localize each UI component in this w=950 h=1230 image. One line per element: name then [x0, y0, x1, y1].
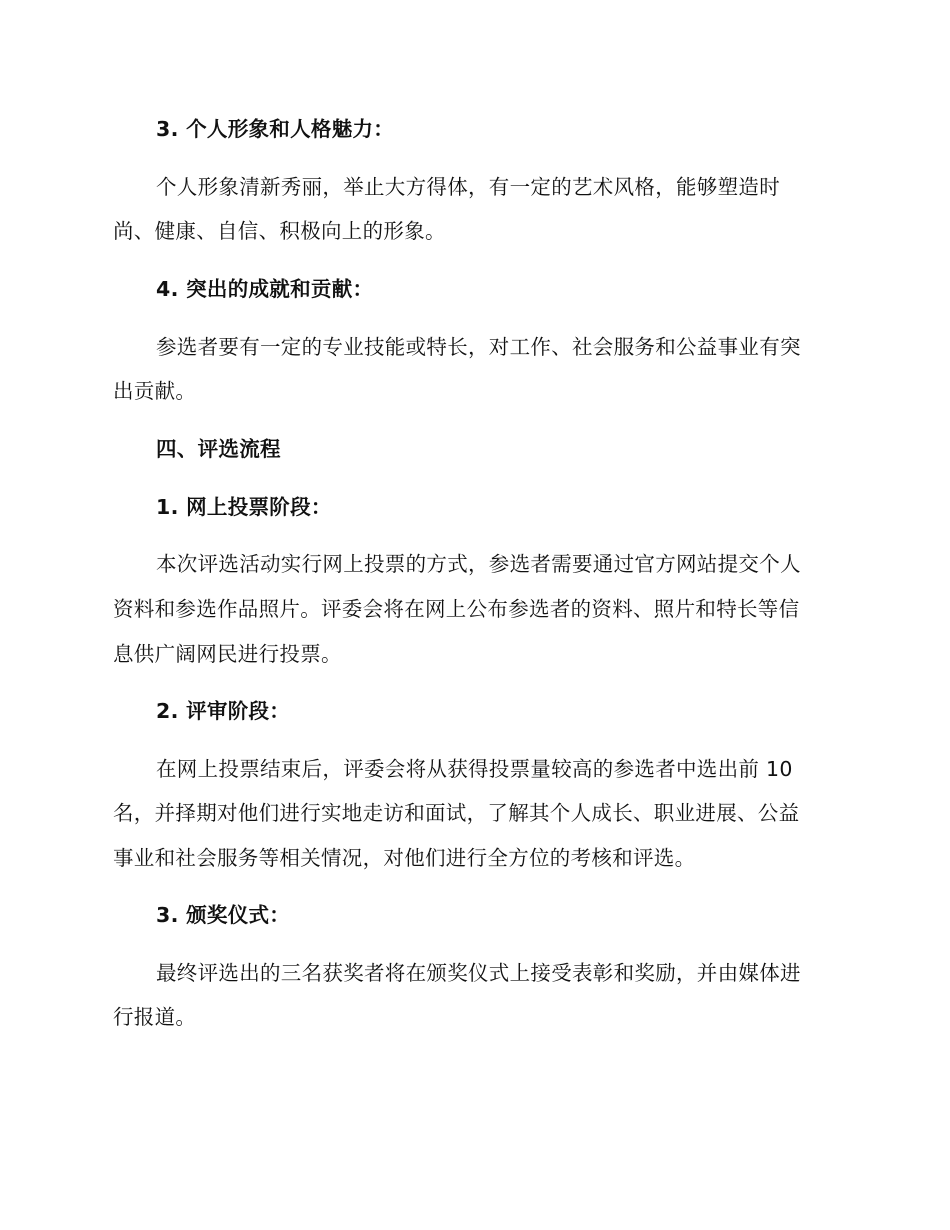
paragraph-line: 个人形象清新秀丽，举止大方得体，有一定的艺术风格，能够塑造时	[156, 175, 780, 199]
paragraph-line: 本次评选活动实行网上投票的方式，参选者需要通过官方网站提交个人	[156, 552, 801, 576]
paragraph-line: 最终评选出的三名获奖者将在颁奖仪式上接受表彰和奖励，并由媒体进	[156, 961, 801, 985]
chapter-heading-selection-process: 四、评选流程	[156, 437, 281, 461]
paragraph-line: 资料和参选作品照片。评委会将在网上公布参选者的资料、照片和特长等信	[113, 597, 800, 621]
paragraph-line: 尚、健康、自信、积极向上的形象。	[113, 219, 446, 243]
paragraph-line: 事业和社会服务等相关情况，对他们进行全方位的考核和评选。	[113, 846, 696, 870]
paragraph-line: 息供广阔网民进行投票。	[113, 642, 342, 666]
paragraph-line: 在网上投票结束后，评委会将从获得投票量较高的参选者中选出前 10	[156, 757, 793, 781]
paragraph-line: 行报道。	[113, 1005, 197, 1029]
step-heading-review: 2. 评审阶段：	[156, 699, 291, 723]
paragraph-line: 出贡献。	[113, 379, 197, 403]
section-heading-personal-image: 3. 个人形象和人格魅力：	[156, 117, 395, 141]
paragraph-line: 参选者要有一定的专业技能或特长，对工作、社会服务和公益事业有突	[156, 335, 801, 359]
section-heading-achievements: 4. 突出的成就和贡献：	[156, 277, 374, 301]
step-heading-online-voting: 1. 网上投票阶段：	[156, 495, 332, 519]
step-heading-award-ceremony: 3. 颁奖仪式：	[156, 903, 291, 927]
paragraph-line: 名，并择期对他们进行实地走访和面试，了解其个人成长、职业进展、公益	[113, 801, 800, 825]
